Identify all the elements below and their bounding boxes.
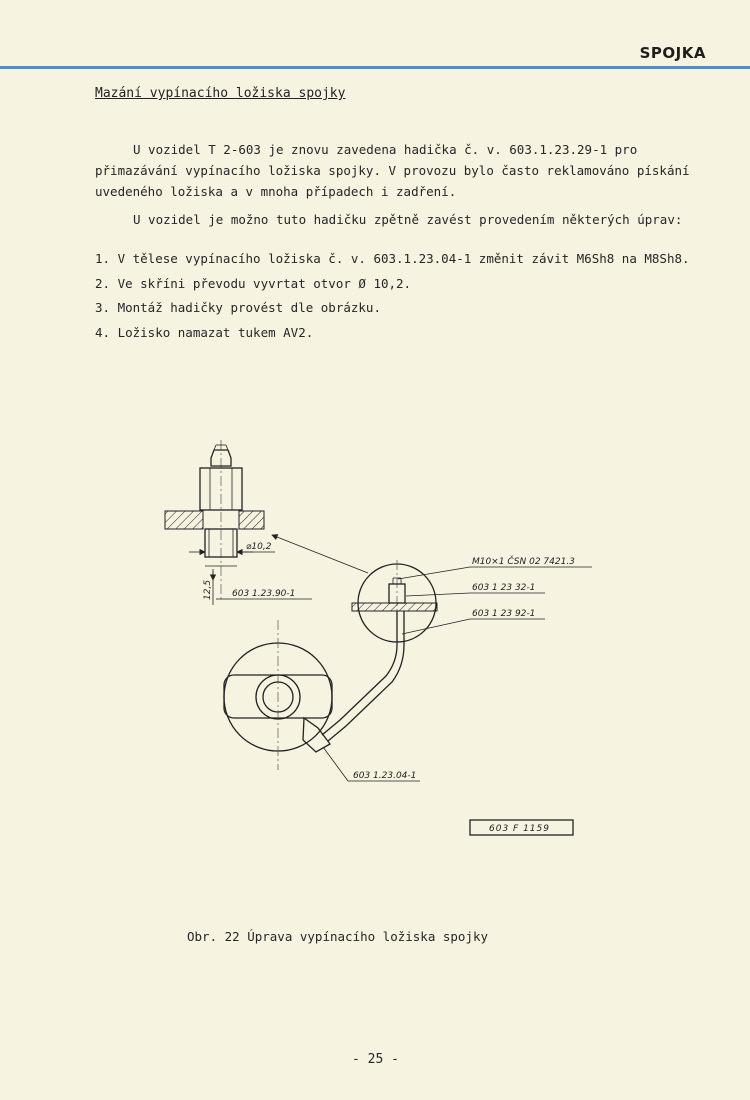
fitting-detail bbox=[165, 440, 312, 605]
release-bearing bbox=[224, 620, 332, 770]
detail-arrow bbox=[272, 535, 368, 573]
step-item: 2. Ve skříni převodu vyvrtat otvor Ø 10,2. bbox=[95, 275, 412, 291]
paragraph-intro: U vozidel T 2-603 je znovu zavedena hadička č. v. 603.1.23.29-1 pro přimazávání vypínacího ložiska spojky. V provozu bylo často reklamováno pískání uvedeného ložiska a v mnoha případech i zadření. bbox=[95, 142, 690, 199]
lubrication-tube bbox=[322, 611, 397, 735]
housing-wall-right bbox=[239, 511, 264, 529]
drawing-number: 603 F 1159 bbox=[489, 824, 550, 834]
step-item: 1. V tělese vypínacího ložiska č. v. 603.1.23.04-1 změnit závit M6Sh8 na M8Sh8. bbox=[95, 251, 690, 266]
step-item: 3. Montáž hadičky provést dle obrázku. bbox=[95, 300, 381, 315]
bearing-part-label: 603 1.23.04-1 bbox=[353, 771, 417, 781]
section-heading: Mazání vypínacího ložiska spojky bbox=[95, 86, 346, 101]
section-tag: SPOJKA bbox=[639, 44, 706, 62]
nut-part-label: 603 1 23 32-1 bbox=[472, 583, 536, 593]
step-item: 4. Ložisko namazat tukem AV2. bbox=[95, 324, 314, 340]
fitting-part-label: 603 1.23.90-1 bbox=[232, 589, 296, 599]
figure-caption: Obr. 22 Úprava vypínacího ložiska spojky bbox=[187, 929, 489, 944]
housing-wall-left bbox=[165, 511, 203, 529]
dim-length-label: 12,5 bbox=[203, 579, 213, 600]
page-number: - 25 - bbox=[352, 1052, 399, 1067]
tube-part-label: 603 1 23 92-1 bbox=[472, 609, 536, 619]
thread-part-label: M10×1 ČSN 02 7421.3 bbox=[472, 557, 575, 567]
connection-circle-detail bbox=[352, 560, 437, 650]
paragraph-retrofit: U vozidel je možno tuto hadičku zpětně zavést provedením některých úprav: bbox=[133, 212, 683, 227]
callouts-right bbox=[398, 555, 592, 634]
dim-diameter-label: ⌀10,2 bbox=[246, 542, 272, 552]
